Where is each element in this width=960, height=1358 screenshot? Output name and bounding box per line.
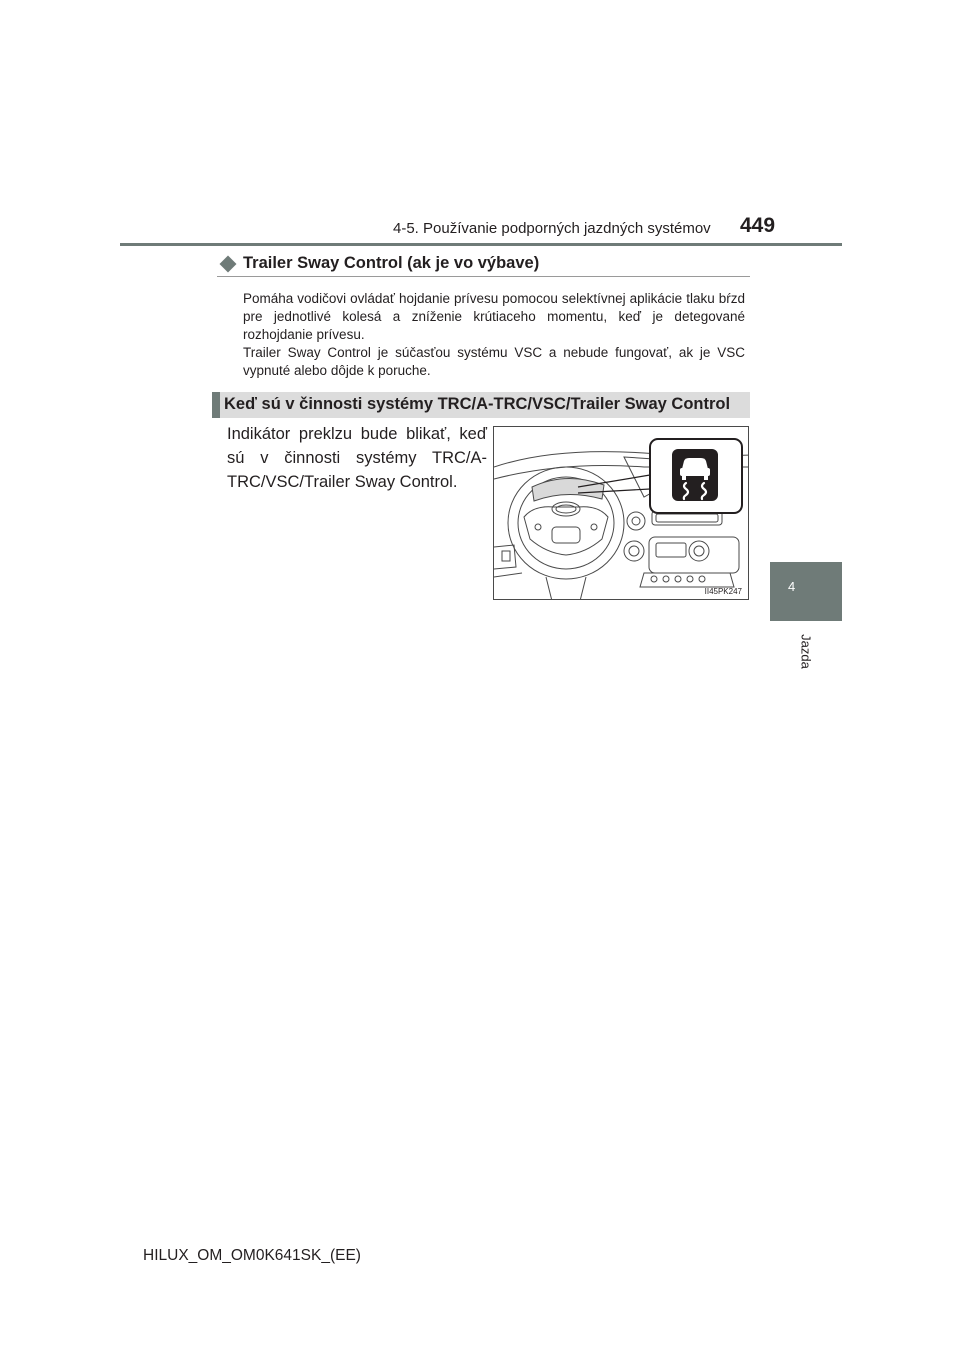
chapter-number: 4: [788, 579, 796, 594]
dashboard-drawing: [494, 427, 749, 600]
page-number: 449: [740, 214, 776, 237]
diamond-bullet-icon: [220, 256, 237, 273]
chapter-label: Jazda: [798, 634, 814, 669]
paragraph-trailer-sway-description: Pomáha vodičovi ovládať hojdanie prívesu pomocou selektívnej aplikácie tlaku bŕzd pre jednotlivé kolesá a zníženie krútiaceho momentu, keď je detegované rozhojdanie prívesu.: [243, 291, 745, 342]
slip-indicator-icon: [672, 449, 718, 501]
indicator-description: Indikátor preklzu bude blikať, keď sú v činnosti systémy TRC/A-TRC/VSC/Trailer Sway Control.: [227, 425, 487, 491]
section-path: 4-5. Používanie podporných jazdných systémov: [393, 220, 711, 237]
section-heading-accent: [212, 392, 220, 418]
document-code: HILUX_OM_OM0K641SK_(EE): [143, 1247, 361, 1264]
section-heading: Keď sú v činnosti systémy TRC/A-TRC/VSC/Trailer Sway Control: [224, 395, 731, 413]
image-code: II45PK247: [704, 587, 742, 596]
header-rule: [120, 243, 842, 246]
subsection-rule: [217, 276, 750, 277]
section-heading-box: [212, 392, 750, 418]
chapter-label-container: [796, 630, 816, 680]
paragraph-trailer-sway-vsc: Trailer Sway Control je súčasťou systému VSC a nebude fungovať, ak je VSC vypnuté alebo dôjde k poruche.: [243, 345, 745, 378]
dashboard-illustration: [493, 426, 749, 600]
chapter-tab: [770, 562, 842, 621]
subsection-title: Trailer Sway Control (ak je vo výbave): [243, 254, 540, 272]
